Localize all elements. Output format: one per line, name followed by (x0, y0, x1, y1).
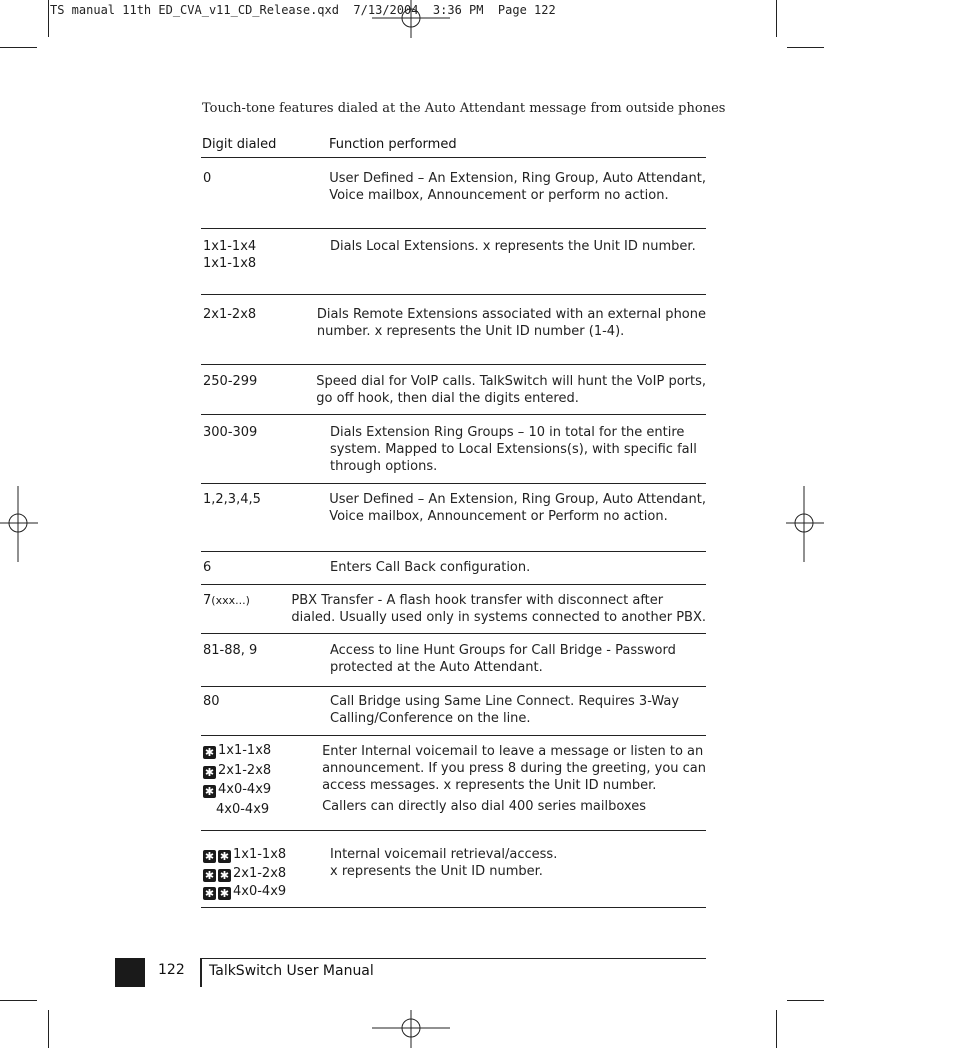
function-text: Dials Local Extensions. x represents the Unit ID number. (330, 239, 696, 254)
slug-line: TS manual 11th ED_CVA_v11_CD_Release.qxd 7/13/2004 3:36 PM Page 122 (50, 3, 556, 17)
star-key-icon: ✱ (204, 887, 215, 900)
star-key-icon: ✱ (204, 850, 215, 863)
digit-code: 7(xxx...) (203, 593, 250, 608)
function-text: Enters Call Back configuration. (330, 560, 531, 575)
star-key-icon: ✱ (219, 887, 230, 900)
table-row (201, 484, 706, 552)
function-text: Speed dial for VoIP calls. TalkSwitch will hunt the VoIP ports, (316, 374, 706, 389)
function-text: x represents the Unit ID number. (330, 864, 543, 879)
function-text: User Defined – An Extension, Ring Group, Auto Attendant, (329, 492, 706, 507)
table-row (201, 295, 706, 365)
function-text: Voice mailbox, Announcement or Perform no action. (329, 509, 668, 524)
function-text: Dials Remote Extensions associated with an external phone (316, 307, 706, 322)
digit-code: 4x0-4x9 (216, 801, 270, 817)
header-digit-dialed: Digit dialed (202, 137, 277, 152)
digit-code: 80 (203, 694, 220, 709)
function-text: dialed. Usually used only in systems connected to another PBX. (291, 610, 706, 625)
digit-code: ✱ 4x0-4x9 (204, 782, 272, 798)
digit-code: 81-88, 9 (203, 643, 258, 658)
crop-mark (787, 47, 824, 48)
function-text: User Defined – An Extension, Ring Group, Auto Attendant, (329, 171, 706, 186)
function-text: access messages. x represents the Unit ID number. (322, 778, 657, 793)
touch-tone-table (201, 137, 706, 908)
digit-code: 6 (203, 560, 212, 575)
digit-code: ✱ 2x1-2x8 (204, 762, 272, 779)
registration-mark-icon (370, 1008, 452, 1048)
digit-code: ✱ 1x1-1x8 (204, 743, 272, 759)
registration-mark-icon (370, 0, 452, 40)
table-row (201, 585, 706, 634)
table-row (201, 831, 706, 908)
crop-mark (48, 0, 49, 37)
crop-mark (0, 1000, 37, 1001)
star-key-icon: ✱ (204, 868, 215, 882)
crop-mark (0, 47, 37, 48)
star-key-icon: ✱ (204, 746, 215, 759)
crop-mark (776, 0, 777, 37)
digit-code: 1,2,3,4,5 (203, 492, 261, 507)
function-text: Internal voicemail retrieval/access. (330, 847, 558, 862)
table-row (201, 365, 706, 415)
manual-title: TalkSwitch User Manual (209, 963, 374, 979)
table-row (201, 687, 706, 736)
registration-mark-icon (784, 486, 824, 562)
digit-code: 2x1-2x8 (203, 307, 257, 322)
function-text: Access to line Hunt Groups for Call Bridge - Password (330, 643, 676, 658)
function-text: PBX Transfer - A flash hook transfer with disconnect after (291, 593, 664, 608)
star-key-icon: ✱ (219, 850, 230, 863)
function-text: announcement. If you press 8 during the greeting, you can (322, 761, 706, 776)
digit-code: ✱ ✱ 2x1-2x8 (204, 865, 287, 882)
function-text: Call Bridge using Same Line Connect. Requires 3-Way (330, 694, 680, 709)
footer-rule (200, 958, 706, 959)
function-text: through options. (330, 459, 438, 474)
table-row (201, 158, 706, 229)
digit-code: 300-309 (203, 425, 258, 440)
digit-code: 250-299 (203, 374, 258, 389)
function-text: Enter Internal voicemail to leave a message or listen to an (322, 744, 704, 759)
table-header (201, 137, 706, 158)
page-tab-block (115, 958, 145, 987)
table-row (201, 634, 706, 687)
digit-code: ✱ ✱ 4x0-4x9 (204, 884, 287, 900)
footer-divider (200, 958, 202, 987)
function-text: system. Mapped to Local Extensions(s), with specific fall (330, 442, 697, 457)
digit-code: ✱ ✱ 1x1-1x8 (204, 847, 287, 863)
table-row (201, 736, 706, 831)
header-function-performed: Function performed (329, 137, 457, 152)
digit-code: 1x1-1x8 (203, 256, 257, 271)
table-row (201, 552, 706, 585)
digit-code: 0 (203, 171, 212, 186)
function-text: Callers can directly also dial 400 series mailboxes (322, 799, 646, 814)
star-key-icon: ✱ (204, 765, 215, 779)
function-text: Calling/Conference on the line. (330, 711, 531, 726)
table-row (201, 229, 706, 295)
table-row (201, 415, 706, 484)
crop-mark (48, 1010, 49, 1048)
star-key-icon: ✱ (204, 785, 215, 798)
function-text: go off hook, then dial the digits entered. (316, 391, 579, 406)
star-key-icon: ✱ (219, 868, 230, 882)
function-text: Voice mailbox, Announcement or perform no action. (329, 188, 669, 203)
function-text: number. x represents the Unit ID number (1-4). (316, 324, 625, 339)
function-text: Dials Extension Ring Groups – 10 in total for the entire (330, 425, 685, 440)
crop-mark (776, 1010, 777, 1048)
intro-text: Touch-tone features dialed at the Auto Attendant message from outside phones (202, 101, 726, 116)
function-text: protected at the Auto Attendant. (330, 660, 543, 675)
page-number: 122 (158, 962, 185, 978)
digit-code: 1x1-1x4 (203, 239, 257, 254)
registration-mark-icon (0, 486, 40, 562)
crop-mark (787, 1000, 824, 1001)
